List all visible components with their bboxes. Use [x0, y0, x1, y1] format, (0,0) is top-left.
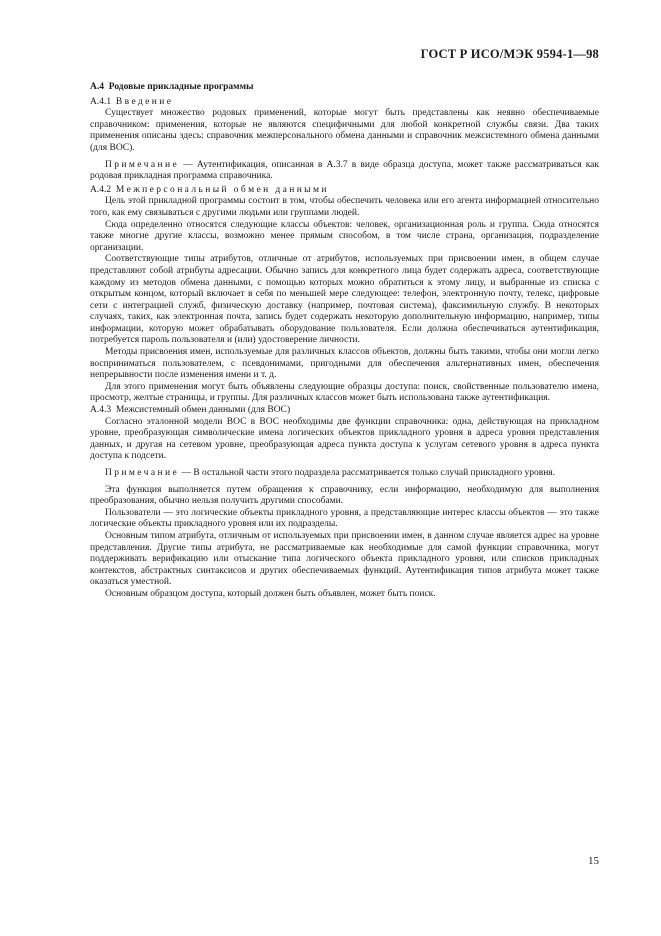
paragraph: Соответствующие типы атрибутов, отличные от атрибутов, используемых при присвоении имен, в общем случае представляют собой атрибуты адресации. Обычно запись для конкретного лица будет содержать адреса, соответствующие каждому из методов обмена данными, с помощью которых можно обратиться к этому лицу, и выбранные из списка с открытым концом, который включает в себя по меньшей мере следующее: телефон, электронную почту, телекс, цифровые сети с интеграцией служб, физическую доставку (например, почтовая система), факсимильную службу. В некоторых случаях, таких, как электронная почта, запись будет содержать некоторую дополнительную информацию, например, типы информации, которую может обрабатывать оборудование пользователя. Если должна обеспечиваться аутентификация, потребуется пароль пользователя и (или) удостоверение личности. — [90, 254, 599, 346]
subsection-number: A.4.1 — [90, 96, 112, 107]
subsection-number: A.4.3 — [90, 405, 112, 416]
note-label: Примечание — [105, 468, 180, 478]
paragraph: Существует множество родовых применений, которые могут быть представлены как неявно обеспечиваемые справочником: применения, которые не являются специфичными для любой конкретной службы связи. Два таких применения описаны здесь: справочник межперсонального обмена данными и справочник межсистемного обмена данными (для ВОС). — [90, 108, 599, 153]
paragraph: Основным образцом доступа, который должен быть объявлен, может быть поиск. — [105, 588, 436, 599]
page-number: 15 — [588, 855, 599, 867]
paragraph: Основным типом атрибута, отличным от используемых при присвоении имен, в данном случае является адрес на уровне представления. Другие типы атрибута, не рассматриваемые как необходимые для самой функции справочника, могут поддерживать верификацию или отыскание типа логического объекта прикладного уровня, или списков прикладных контекстов, абстрактных синтаксисов и других обеспечиваемых функций. Аутентификация типов атрибута может также оказаться уместной. — [90, 530, 599, 588]
paragraph: Цель этой прикладной программы состоит в том, чтобы обеспечить человека или его агента информацией относительно того, как ему связываться с другими людьми или группами людей. — [90, 196, 599, 218]
document-header: ГОСТ Р ИСО/МЭК 9594-1—98 — [420, 47, 599, 61]
paragraph: Для этого применения могут быть объявлены следующие образцы доступа: поиск, свойственные пользователю имена, просмотр, желтые страницы, и группы. Для различных классов может быть использована также аутентификация. — [90, 381, 599, 404]
section-title: Родовые прикладные программы — [108, 82, 254, 92]
subsection-title: Межперсональный обмен данными — [115, 184, 329, 195]
paragraph: Сюда определенно относятся следующие классы объектов: человек, организационная роль и группа. Сюда относятся также многие другие классы, возможно менее прямым способом, в том числе страна, организация, подразделение организации. — [90, 219, 599, 253]
subsection-title: Межсистемный обмен данными (для ВОС) — [115, 405, 291, 416]
paragraph: Методы присвоения имен, используемые для различных классов объектов, должны быть такими, чтобы они могли легко восприниматься пользователем, с псевдонимами, пригодными для обеспечения альтернативных имен, обеспечения непрерывности после изменения имени и т. д. — [90, 347, 599, 381]
paragraph: Эта функция выполняется путем обращения к справочнику, если информацию, необходимую для выполнения преобразования, обычно нельзя получить другими способами. — [90, 484, 599, 507]
note-label: Примечание — [105, 159, 180, 170]
note-paragraph — [90, 160, 599, 183]
section-number: A.4 — [90, 82, 104, 92]
document-body — [90, 82, 599, 601]
section-heading — [90, 82, 599, 94]
note-text: — Аутентификация, описанная в А.3.7 в виде образца доступа, может также рассматриваться как родовая прикладная программа справочника. — [90, 159, 599, 182]
note-paragraph — [90, 468, 599, 480]
note-text: — В остальной части этого подраздела рассматривается только случай прикладного уровня. — [179, 468, 556, 478]
paragraph: Пользователи — это логические объекты прикладного уровня, а представляющие интерес классы объектов — это также логические объекты прикладного уровня или их подразделы. — [90, 507, 599, 530]
subsection-heading-intersystem — [90, 405, 599, 417]
subsection-number: A.4.2 — [90, 184, 112, 195]
paragraph: Согласно эталонной модели ВОС в ВОС необходимы две функции справочника: одна, действующая на прикладном уровне, преобразующая символические имена логических объектов прикладного уровня в адреса уровня представления данных, и другая на сетевом уровне, преобразующая адреса пункта доступа к услугам сетевого уровня в адреса пункта доступа к подсети. — [90, 416, 599, 462]
subsection-heading-introduction — [90, 97, 599, 109]
subsection-heading-interpersonal — [90, 185, 599, 197]
subsection-title: Введение — [115, 96, 174, 107]
